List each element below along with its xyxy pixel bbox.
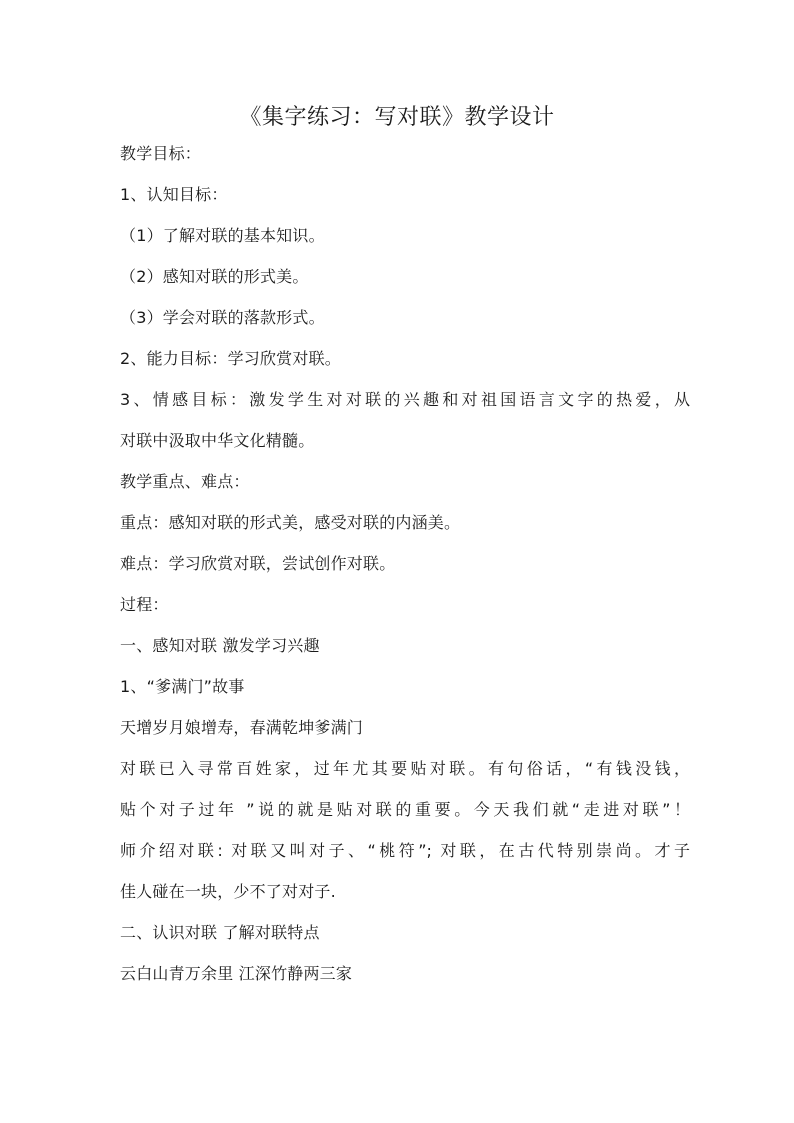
paragraph-line: 天增岁月娘增寿，春满乾坤爹满门: [120, 718, 364, 737]
paragraph-line: （3）学会对联的落款形式。: [120, 308, 325, 327]
document-title: 《集字练习：写对联》教学设计: [239, 105, 555, 130]
paragraph-line: 教学目标：: [120, 144, 202, 163]
paragraph-line: 二、认识对联 了解对联特点: [120, 923, 320, 942]
paragraph-line: 教学重点、难点：: [120, 472, 250, 491]
paragraph-line: （1）了解对联的基本知识。: [120, 226, 325, 245]
paragraph-line: 一、感知对联 激发学习兴趣: [120, 636, 320, 655]
paragraph-line: 重点：感知对联的形式美，感受对联的内涵美。: [120, 513, 461, 532]
paragraph-line: 难点：学习欣赏对联，尝试创作对联。: [120, 554, 396, 573]
paragraph-line: 师介绍对联: 对联又叫对子、“桃符”; 对联，在古代特别崇尚。才子: [120, 841, 690, 860]
document-body: [120, 142, 690, 1003]
paragraph-line: 3、情感目标：激发学生对对联的兴趣和对祖国语言文字的热爱，从: [120, 390, 690, 409]
paragraph-line: 对联已入寻常百姓家，过年尤其要贴对联。有句俗话，“有钱没钱，: [120, 759, 690, 778]
paragraph-line: 对联中汲取中华文化精髓。: [120, 431, 315, 450]
paragraph-line: 2、能力目标：学习欣赏对联。: [120, 349, 341, 368]
paragraph-line: 1、“爹满门”故事: [120, 677, 245, 696]
paragraph-line: 云白山青万余里 江深竹静两三家: [120, 964, 353, 983]
paragraph-line: 贴个对子过年 ”说的就是贴对联的重要。今天我们就“走进对联”！: [120, 800, 690, 819]
paragraph-line: 过程：: [120, 595, 169, 614]
paragraph-line: 佳人碰在一块，少不了对对子.: [120, 882, 336, 901]
paragraph-line: （2）感知对联的形式美。: [120, 267, 309, 286]
paragraph-line: 1、认知目标：: [120, 185, 228, 204]
